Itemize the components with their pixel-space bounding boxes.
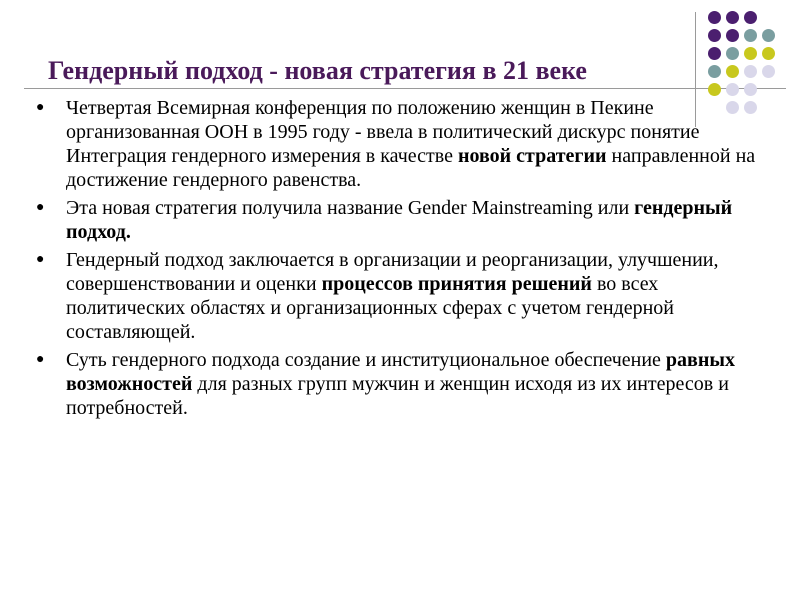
decorative-dot bbox=[762, 47, 775, 60]
bullet-text: для разных групп мужчин и женщин исходя из их интересов и потребностей. bbox=[66, 373, 729, 419]
bullet-item bbox=[36, 348, 776, 420]
bullet-item bbox=[36, 196, 776, 244]
decorative-dot bbox=[708, 83, 721, 96]
decorative-dot bbox=[726, 65, 739, 78]
decorative-dot bbox=[726, 47, 739, 60]
bullet-icon: ● bbox=[36, 200, 45, 215]
slide-title: Гендерный подход - новая стратегия в 21 веке bbox=[48, 56, 587, 85]
bullet-emphasis: гендерный подход. bbox=[66, 197, 733, 243]
bullet-emphasis: новой стратегии bbox=[457, 145, 607, 167]
decorative-dot bbox=[762, 65, 775, 78]
decorative-dot bbox=[708, 11, 721, 24]
bullet-list bbox=[36, 96, 776, 424]
decorative-dot bbox=[708, 65, 721, 78]
bullet-emphasis: равных возможностей bbox=[66, 349, 735, 395]
decorative-dot bbox=[726, 83, 739, 96]
bullet-text: Эта новая стратегия получила название Gender Mainstreaming или bbox=[66, 197, 635, 219]
decorative-dot bbox=[726, 11, 739, 24]
decorative-dot bbox=[744, 83, 757, 96]
decorative-dot bbox=[744, 65, 757, 78]
decorative-dot bbox=[726, 29, 739, 42]
bullet-icon: ● bbox=[36, 352, 45, 367]
bullet-emphasis: процессов принятия решений bbox=[321, 273, 592, 295]
bullet-item bbox=[36, 96, 776, 192]
bullet-text: во всех политических областях и организационных сферах с учетом гендерной составляющей. bbox=[66, 273, 674, 343]
decorative-dot bbox=[708, 47, 721, 60]
bullet-icon: ● bbox=[36, 252, 45, 267]
decorative-dot bbox=[744, 47, 757, 60]
decorative-dot bbox=[762, 29, 775, 42]
bullet-text: направленной на достижение гендерного равенства. bbox=[66, 145, 756, 191]
decorative-dot bbox=[708, 29, 721, 42]
bullet-text: Суть гендерного подхода создание и институциональное обеспечение bbox=[66, 349, 666, 371]
bullet-icon: ● bbox=[36, 100, 45, 115]
bullet-text: Гендерный подход заключается в организации и реорганизации, улучшении, совершенствовании и оценки bbox=[66, 249, 719, 295]
decorative-dot bbox=[744, 11, 757, 24]
decorative-dot bbox=[744, 29, 757, 42]
bullet-text: Четвертая Всемирная конференция по положению женщин в Пекине организованная ООН в 1995 году - ввела в политический дискурс понятие Интеграция гендерного измерения в качестве bbox=[66, 97, 700, 167]
bullet-item bbox=[36, 248, 776, 344]
